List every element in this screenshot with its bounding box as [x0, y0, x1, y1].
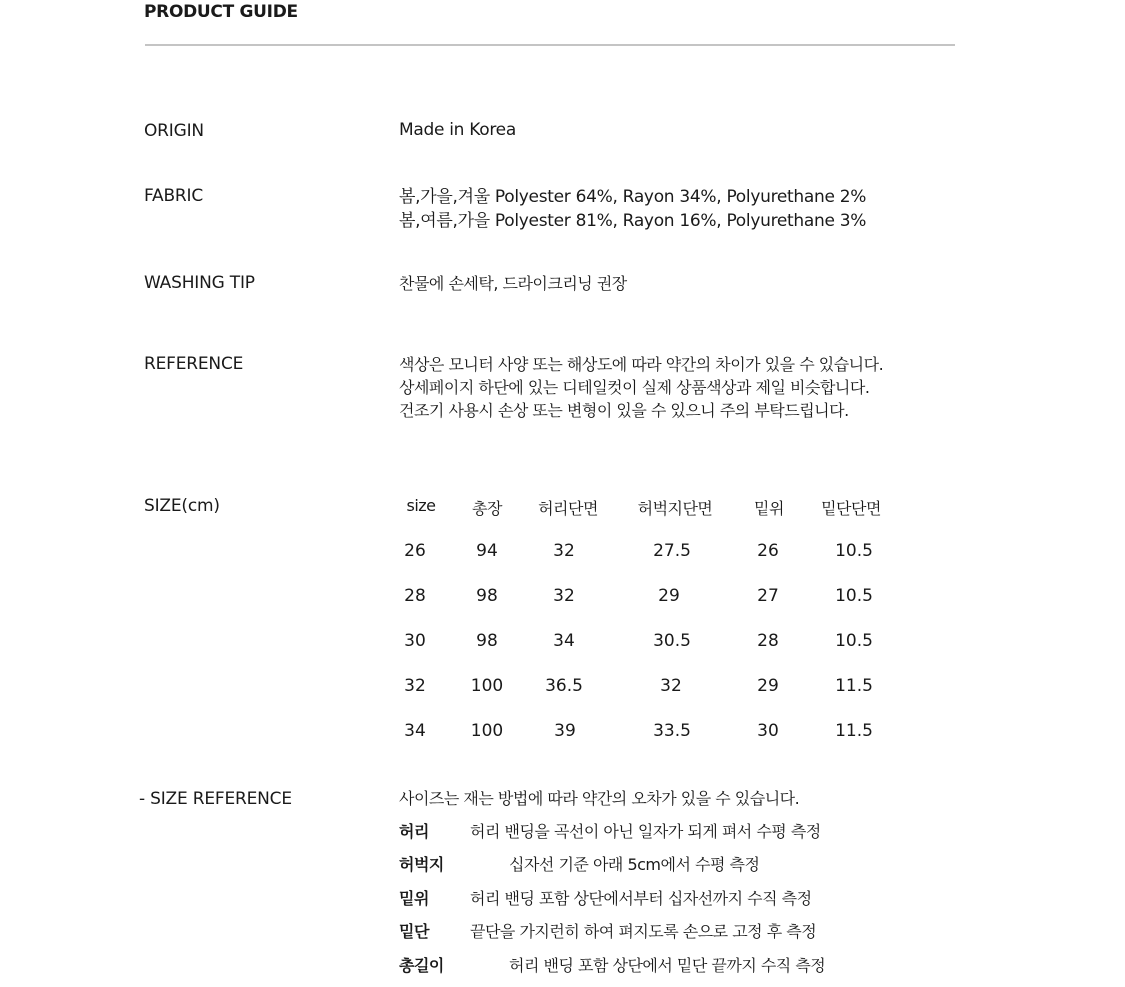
cell-rise: 28 — [757, 631, 779, 651]
cell-rise: 30 — [757, 721, 779, 741]
col-header-size: size — [406, 496, 436, 515]
col-header-total-length: 총장 — [472, 499, 502, 518]
ref-key-waist: 허리 — [399, 822, 429, 841]
cell-thigh: 27.5 — [653, 541, 691, 561]
size-reference-label: - SIZE REFERENCE — [139, 789, 292, 809]
cell-thigh: 33.5 — [653, 721, 691, 741]
ref-key-total-length: 총길이 — [399, 956, 444, 975]
cell-thigh: 30.5 — [653, 631, 691, 651]
col-header-hem: 밑단단면 — [821, 499, 881, 518]
cell-waist: 36.5 — [545, 676, 583, 696]
cell-total-length: 94 — [476, 541, 498, 561]
cell-size: 34 — [404, 721, 426, 741]
cell-hem: 11.5 — [835, 676, 873, 696]
cell-waist: 32 — [553, 541, 575, 561]
col-header-rise: 밑위 — [754, 499, 784, 518]
ref-key-hem: 밑단 — [399, 922, 429, 941]
page-title: PRODUCT GUIDE — [144, 2, 298, 22]
cell-rise: 27 — [757, 586, 779, 606]
cell-size: 32 — [404, 676, 426, 696]
ref-desc-hem: 끝단을 가지런히 하여 펴지도록 손으로 고정 후 측정 — [470, 922, 817, 941]
cell-thigh: 32 — [660, 676, 682, 696]
divider — [145, 44, 955, 46]
reference-label: REFERENCE — [144, 354, 244, 374]
cell-hem: 11.5 — [835, 721, 873, 741]
origin-label: ORIGIN — [144, 121, 204, 141]
reference-line-1: 색상은 모니터 사양 또는 해상도에 따라 약간의 차이가 있을 수 있습니다. — [399, 355, 884, 374]
ref-key-rise: 밑위 — [399, 889, 429, 908]
ref-key-thigh: 허벅지 — [399, 855, 444, 874]
cell-waist: 34 — [553, 631, 575, 651]
cell-size: 30 — [404, 631, 426, 651]
cell-hem: 10.5 — [835, 586, 873, 606]
cell-rise: 26 — [757, 541, 779, 561]
fabric-line-2: 봄,여름,가을 Polyester 81%, Rayon 16%, Polyurethane 3% — [399, 211, 867, 231]
origin-value: Made in Korea — [399, 120, 516, 140]
fabric-label: FABRIC — [144, 186, 204, 206]
cell-total-length: 100 — [470, 721, 504, 741]
cell-total-length: 98 — [476, 586, 498, 606]
ref-desc-rise: 허리 밴딩 포함 상단에서부터 십자선까지 수직 측정 — [470, 889, 812, 908]
cell-size: 26 — [404, 541, 426, 561]
reference-line-3: 건조기 사용시 손상 또는 변형이 있을 수 있으니 주의 부탁드립니다. — [399, 401, 849, 420]
cell-waist: 39 — [554, 721, 576, 741]
size-label: SIZE(cm) — [144, 496, 220, 516]
cell-size: 28 — [404, 586, 426, 606]
col-header-thigh: 허벅지단면 — [637, 499, 713, 518]
cell-hem: 10.5 — [835, 541, 873, 561]
ref-desc-total-length: 허리 밴딩 포함 상단에서 밑단 끝까지 수직 측정 — [509, 956, 826, 975]
washing-tip-value: 찬물에 손세탁, 드라이크리닝 권장 — [399, 274, 627, 293]
cell-thigh: 29 — [658, 586, 680, 606]
ref-desc-waist: 허리 밴딩을 곡선이 아닌 일자가 되게 펴서 수평 측정 — [470, 822, 821, 841]
cell-hem: 10.5 — [835, 631, 873, 651]
washing-tip-label: WASHING TIP — [144, 273, 255, 293]
cell-total-length: 100 — [470, 676, 504, 696]
ref-desc-thigh: 십자선 기준 아래 5cm에서 수평 측정 — [509, 855, 760, 874]
col-header-waist: 허리단면 — [538, 499, 598, 518]
fabric-line-1: 봄,가을,겨울 Polyester 64%, Rayon 34%, Polyurethane 2% — [399, 187, 867, 207]
reference-line-2: 상세페이지 하단에 있는 디테일컷이 실제 상품색상과 제일 비슷합니다. — [399, 378, 870, 397]
cell-waist: 32 — [553, 586, 575, 606]
size-reference-note: 사이즈는 재는 방법에 따라 약간의 오차가 있을 수 있습니다. — [399, 789, 800, 808]
cell-total-length: 98 — [476, 631, 498, 651]
cell-rise: 29 — [757, 676, 779, 696]
